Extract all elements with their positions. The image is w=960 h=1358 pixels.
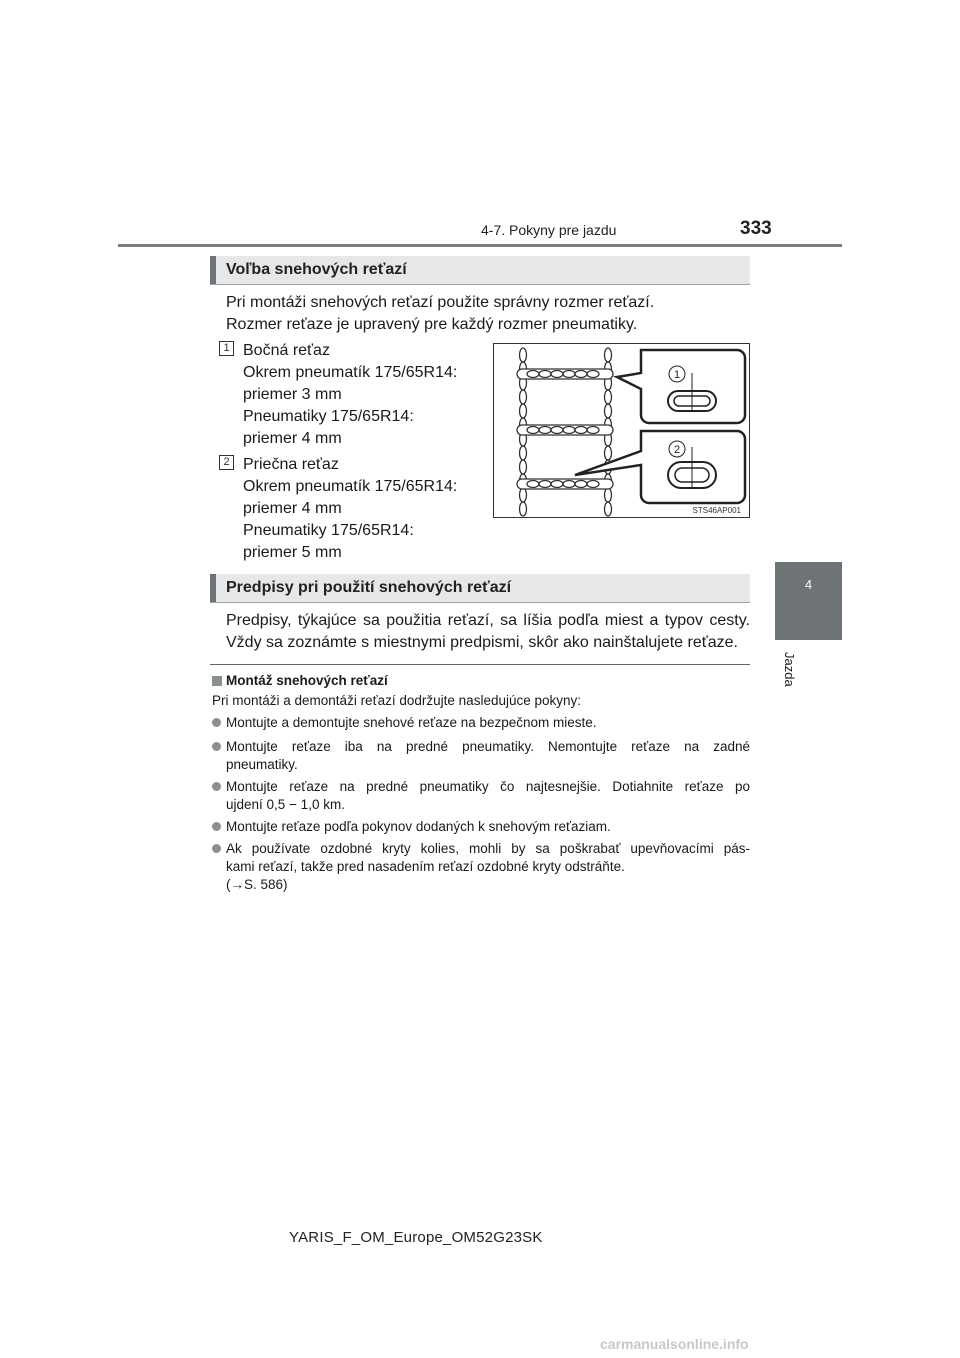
note-bullet-line: Montujte reťaze na predné pneumatiky čo najtesnejšie. Dotiahnite reťaze po: [226, 779, 750, 794]
item-badge: 2: [219, 455, 234, 470]
item-line: Okrem pneumatík 175/65R14:: [243, 478, 458, 495]
note-bullet-line: kami reťazí, takže pred nasadením reťazí ozdobné kryty odstráňte.: [226, 859, 625, 874]
item-line: Pneumatiky 175/65R14:: [243, 522, 414, 539]
item-title: Bočná reťaz: [243, 342, 330, 359]
snow-chain-figure: [493, 343, 750, 518]
note-bullet-line: Montujte a demontujte snehové reťaze na bezpečnom mieste.: [226, 715, 597, 730]
section-intro-line: Rozmer reťaze je upravený pre každý rozmer pneumatiky.: [226, 316, 638, 333]
cross-chain: [517, 479, 613, 489]
section-body-line: Predpisy, týkajúce sa použitia reťazí, sa líšia podľa miest a typov cesty.: [226, 612, 750, 629]
chapter-tab-number: 4: [804, 577, 813, 592]
note-bullet-line: pneumatiky.: [226, 757, 298, 772]
section-intro-line: Pri montáži snehových reťazí použite správny rozmer reťazí.: [226, 294, 655, 311]
bullet-dot-icon: [212, 718, 221, 727]
running-header-section: 4-7. Pokyny pre jazdu: [481, 222, 617, 238]
item-badge: 1: [219, 341, 234, 356]
document-footer: YARIS_F_OM_Europe_OM52G23SK: [289, 1229, 543, 1246]
cross-chain: [517, 425, 613, 435]
snow-chain-illustration: [493, 343, 750, 518]
callout-number: 2: [673, 444, 681, 456]
chapter-tab-label-text: Jazda: [782, 652, 797, 687]
note-bullet-line: Montujte reťaze iba na predné pneumatiky. Nemontujte reťaze na zadné: [226, 739, 750, 754]
item-line: Okrem pneumatík 175/65R14:: [243, 364, 458, 381]
divider-rule: [210, 664, 750, 665]
page-number: 333: [740, 218, 772, 239]
section-heading-title: Voľba snehových reťazí: [226, 261, 407, 278]
item-line: priemer 4 mm: [243, 500, 342, 517]
callout-number: 1: [673, 369, 681, 381]
watermark-text: carmanualsonline.info: [600, 1336, 749, 1352]
note-bullet-line: Ak používate ozdobné kryty kolies, mohli by sa poškrabať upevňovacími pás-: [226, 841, 750, 856]
note-bullet-line: Montujte reťaze podľa pokynov dodaných k snehovým reťaziam.: [226, 819, 611, 834]
bullet-dot-icon: [212, 782, 221, 791]
header-rule: [118, 244, 842, 247]
item-title: Priečna reťaz: [243, 456, 339, 473]
section-heading-bar: [210, 256, 750, 285]
figure-code: STS46AP001: [692, 506, 741, 515]
section-body-line: Vždy sa zoznámte s miestnymi predpismi, skôr ako nainštalujete reťaze.: [226, 634, 738, 651]
section-heading-marker: [210, 256, 216, 284]
bullet-dot-icon: [212, 742, 221, 751]
notes-intro: Pri montáži a demontáži reťazí dodržujte nasledujúce pokyny:: [212, 693, 582, 708]
note-bullet-line: ujdení 0,5 − 1,0 km.: [226, 797, 345, 812]
page-reference: (→S. 586): [226, 877, 288, 892]
item-line: priemer 5 mm: [243, 544, 342, 561]
notes-heading: Montáž snehových reťazí: [226, 673, 388, 688]
square-bullet-icon: [212, 676, 222, 686]
bullet-dot-icon: [212, 844, 221, 853]
bullet-dot-icon: [212, 822, 221, 831]
item-line: priemer 4 mm: [243, 430, 342, 447]
item-line: Pneumatiky 175/65R14:: [243, 408, 414, 425]
section-heading-title: Predpisy pri použití snehových reťazí: [226, 579, 512, 596]
chapter-tab: [775, 562, 842, 640]
item-line: priemer 3 mm: [243, 386, 342, 403]
chapter-tab-label: [781, 652, 801, 712]
section-heading-marker: [210, 574, 216, 602]
section-heading-bar: [210, 574, 750, 603]
cross-chain: [517, 369, 613, 379]
